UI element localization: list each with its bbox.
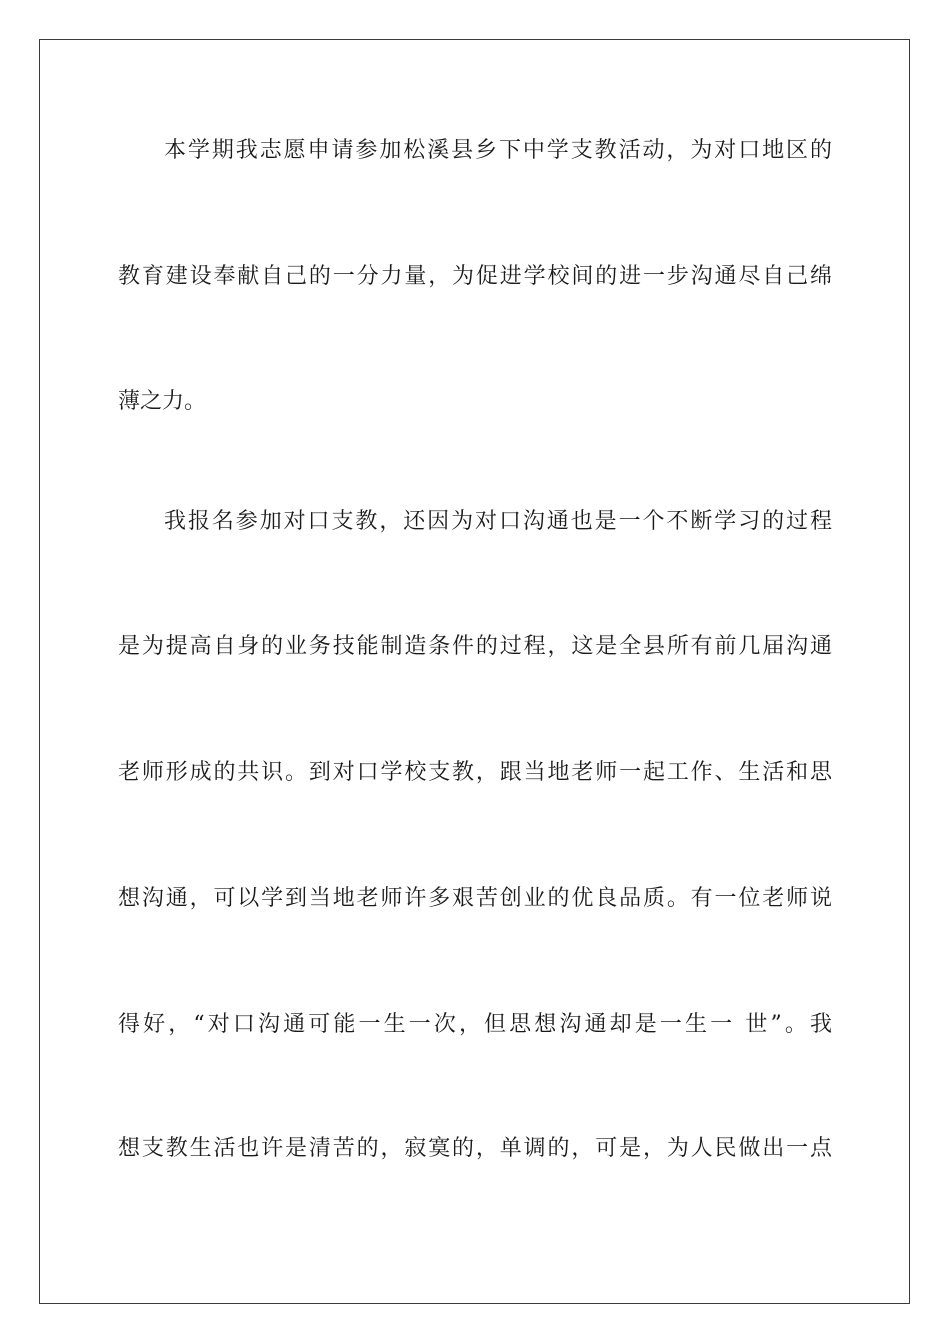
page-border <box>39 39 910 1304</box>
paragraph-2-line-1: 我报名参加对口支教，还因为对口沟通也是一个不断学习的过程 <box>164 509 832 534</box>
paragraph-2-line-3: 老师形成的共识。到对口学校支教，跟当地老师一起工作、生活和思 <box>118 760 832 785</box>
paragraph-2-line-2: 是为提高自身的业务技能制造条件的过程，这是全县所有前几届沟通 <box>118 634 832 659</box>
paragraph-2-line-4: 想沟通，可以学到当地老师许多艰苦创业的优良品质。有一位老师说 <box>118 886 832 911</box>
paragraph-2-line-5: 得好，“对口沟通可能一生一次，但思想沟通却是一生一 世”。我 <box>118 1012 832 1037</box>
paragraph-1-line-2: 教育建设奉献自己的一分力量，为促进学校间的进一步沟通尽自己绵 <box>118 264 832 289</box>
paragraph-1-line-1: 本学期我志愿申请参加松溪县乡下中学支教活动，为对口地区的 <box>164 138 832 163</box>
paragraph-1-line-3: 薄之力。 <box>118 389 207 414</box>
paragraph-2-line-6: 想支教生活也许是清苦的，寂寞的，单调的，可是，为人民做出一点 <box>118 1136 832 1161</box>
